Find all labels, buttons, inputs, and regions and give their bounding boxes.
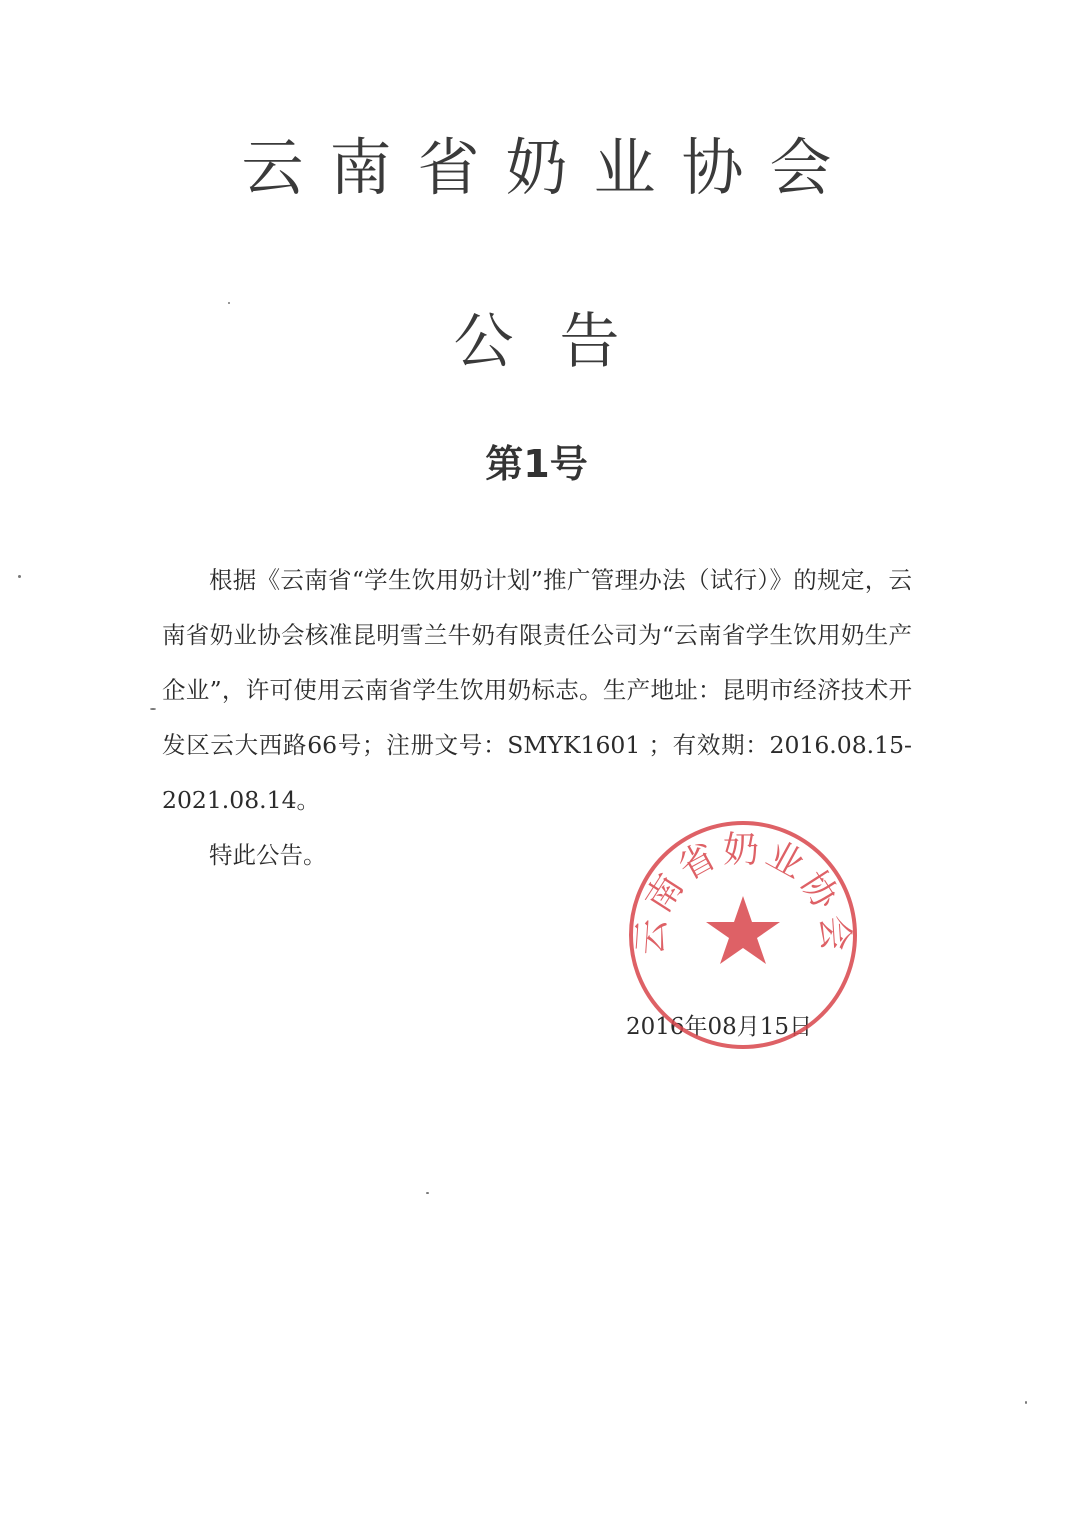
notice-title: 公告	[453, 307, 666, 377]
official-seal-stamp	[626, 818, 860, 1052]
seal-text: 云南省奶业协会	[629, 829, 857, 957]
issue-date: 2016年08月15日	[626, 1014, 813, 1040]
scan-speck	[150, 708, 156, 710]
scan-speck	[426, 1192, 429, 1194]
seal-star-icon	[706, 896, 780, 964]
notice-number: 第1号	[485, 442, 588, 486]
scan-speck	[228, 302, 230, 304]
notice-body-paragraph: 根据《云南省“学生饮用奶计划”推广管理办法（试行）》的规定，云南省奶业协会核准昆明雪兰牛奶有限责任公司为“云南省学生饮用奶生产企业”，许可使用云南省学生饮用奶标志。生产地址：昆明市经济技术开发区云大西路66号；注册文号：SMYK1601 ；有效期：2016.08.15-2021.08.14。	[162, 566, 912, 814]
organization-title: 云南省奶业协会	[241, 131, 858, 204]
notice-closing: 特此公告。	[209, 841, 327, 869]
scan-speck	[1025, 1401, 1027, 1404]
scan-speck	[18, 575, 21, 578]
